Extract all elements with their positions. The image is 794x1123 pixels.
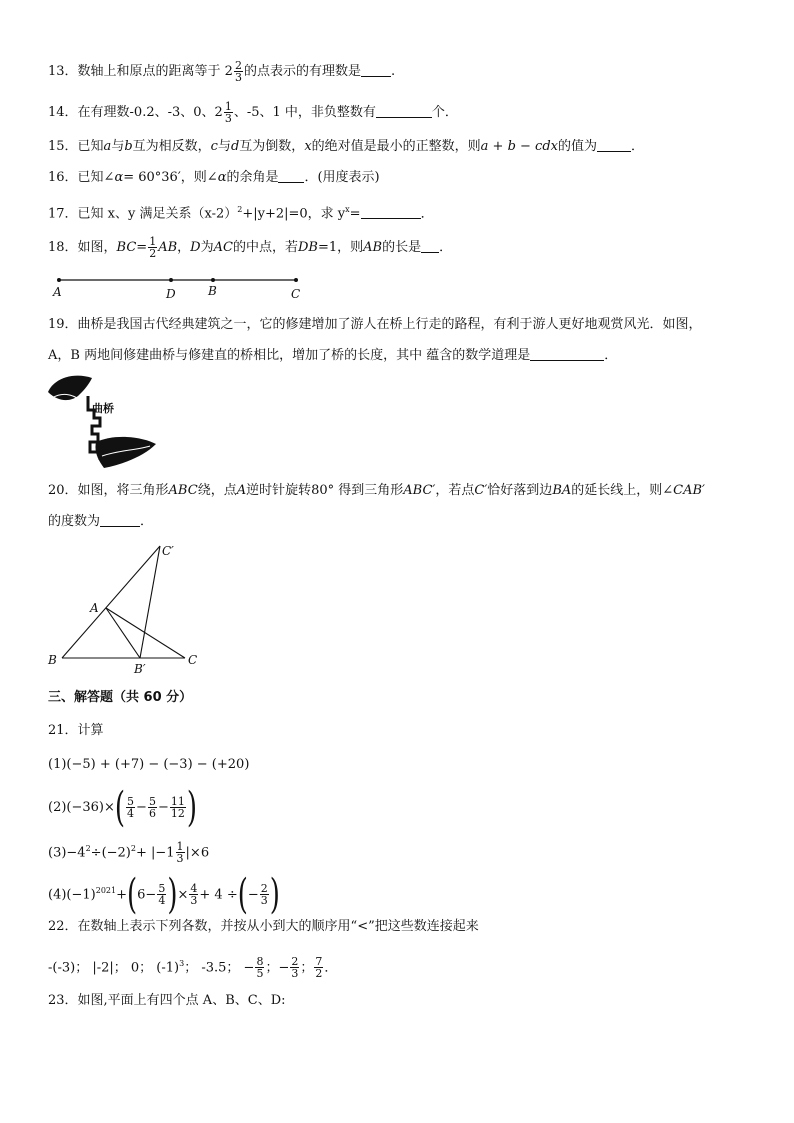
point-label-b: B bbox=[208, 284, 217, 298]
fraction: $\frac{2}{3}$ bbox=[234, 59, 242, 84]
point-label-a: A bbox=[90, 601, 99, 615]
question-19-line-1: 19．曲桥是我国古代经典建筑之一，它的修建增加了游人在桥上行走的路程，有利于游人更好地观赏风光．如图， bbox=[48, 317, 702, 332]
figure-20-triangles bbox=[44, 540, 214, 680]
fraction: $\frac{1}{3}$ bbox=[224, 100, 232, 125]
point-label-a: A bbox=[53, 285, 62, 299]
question-21-part-3: $(3)-4^2\div(-2)^2+ |-1$ $\frac{1}{3}$ |×6 bbox=[48, 840, 210, 866]
question-22-numbers: -(-3)； |-2|； 0； $(-1)^3$； -3.5； − $\frac{8}{5}$ ；− $\frac{2}{3}$ ； $\frac{7}{2}$ ． bbox=[48, 955, 338, 981]
question-23-title: 23．如图,平面上有四个点 A、B、C、D: bbox=[48, 993, 286, 1008]
point-label-c-prime: C′ bbox=[162, 544, 174, 558]
question-19-line-2: A，B 两地间修建曲桥与修建直的桥相比，增加了桥的长度，其中 蕴含的数学道理是 ． bbox=[48, 348, 618, 363]
point-label-c: C bbox=[188, 653, 198, 667]
answer-blank[interactable] bbox=[278, 170, 304, 183]
answer-blank[interactable] bbox=[376, 105, 432, 118]
section-heading: 三、解答题（共 60 分） bbox=[48, 690, 193, 705]
fraction: $\frac{1}{2}$ bbox=[149, 235, 157, 260]
answer-blank[interactable] bbox=[361, 206, 421, 219]
point-label-b: B bbox=[48, 653, 57, 667]
answer-blank[interactable] bbox=[597, 139, 631, 152]
answer-blank[interactable] bbox=[361, 64, 391, 77]
question-22-title: 22．在数轴上表示下列各数，并按从小到大的顺序用“<”把这些数连接起来 bbox=[48, 919, 479, 934]
question-20-line-2: 的度数为 ． bbox=[48, 514, 154, 529]
question-21-part-1: (1)(−5) + (+7) − (−3) − (+20) bbox=[48, 757, 250, 772]
question-16: 16．已知∠α= 60°36′，则∠α的余角是 ．(用度表示) bbox=[48, 170, 380, 185]
question-21-part-4: $(4)(-1)^{2021}+(6-$ $\frac{5}{4}$ )× $\frac{4}{3}$ + 4 ÷(− $\frac{2}{3}$ ) bbox=[48, 870, 280, 919]
question-13: 13．数轴上和原点的距离等于 2 $\frac{2}{3}$ 的点表示的有理数是 . bbox=[48, 59, 396, 84]
question-20-line-1: 20．如图，将三角形ABC绕，点A逆时针旋转80° 得到三角形ABC′，若点C′恰好落到边BA的延长线上，则∠CAB′ bbox=[48, 483, 706, 498]
question-21-part-2: (2)(−36)×( $\frac{5}{4}$ − $\frac{5}{6}$ − $\frac{11}{12}$ ) bbox=[48, 783, 198, 832]
bridge-label: 曲桥 bbox=[92, 402, 114, 415]
question-21-title: 21．计算 bbox=[48, 723, 104, 738]
figure-19-winding-bridge bbox=[44, 372, 164, 474]
question-17: 17．已知 x、y 满足关系$(x-2)^2+|y+2|=0$，求 $y^x=$ ． bbox=[48, 205, 434, 222]
point-label-b-prime: B′ bbox=[134, 662, 146, 676]
question-18: 18．如图，BC= $\frac{1}{2}$ AB，D为AC的中点，若DB=1，则AB的长是 ． bbox=[48, 235, 453, 260]
point-label-c: C bbox=[291, 287, 301, 301]
answer-blank[interactable] bbox=[530, 348, 604, 361]
question-15: 15．已知a与b互为相反数，c与d互为倒数，x的绝对值是最小的正整数，则a + b − cdx的值为 ． bbox=[48, 139, 645, 154]
point-label-d: D bbox=[166, 287, 176, 301]
figure-18-segment bbox=[48, 272, 318, 302]
question-14: 14．在有理数-0.2、-3、0、2 $\frac{1}{3}$ 、-5、1 中，非负整数有 个． bbox=[48, 100, 458, 125]
answer-blank[interactable] bbox=[421, 240, 439, 253]
answer-blank[interactable] bbox=[100, 514, 140, 527]
